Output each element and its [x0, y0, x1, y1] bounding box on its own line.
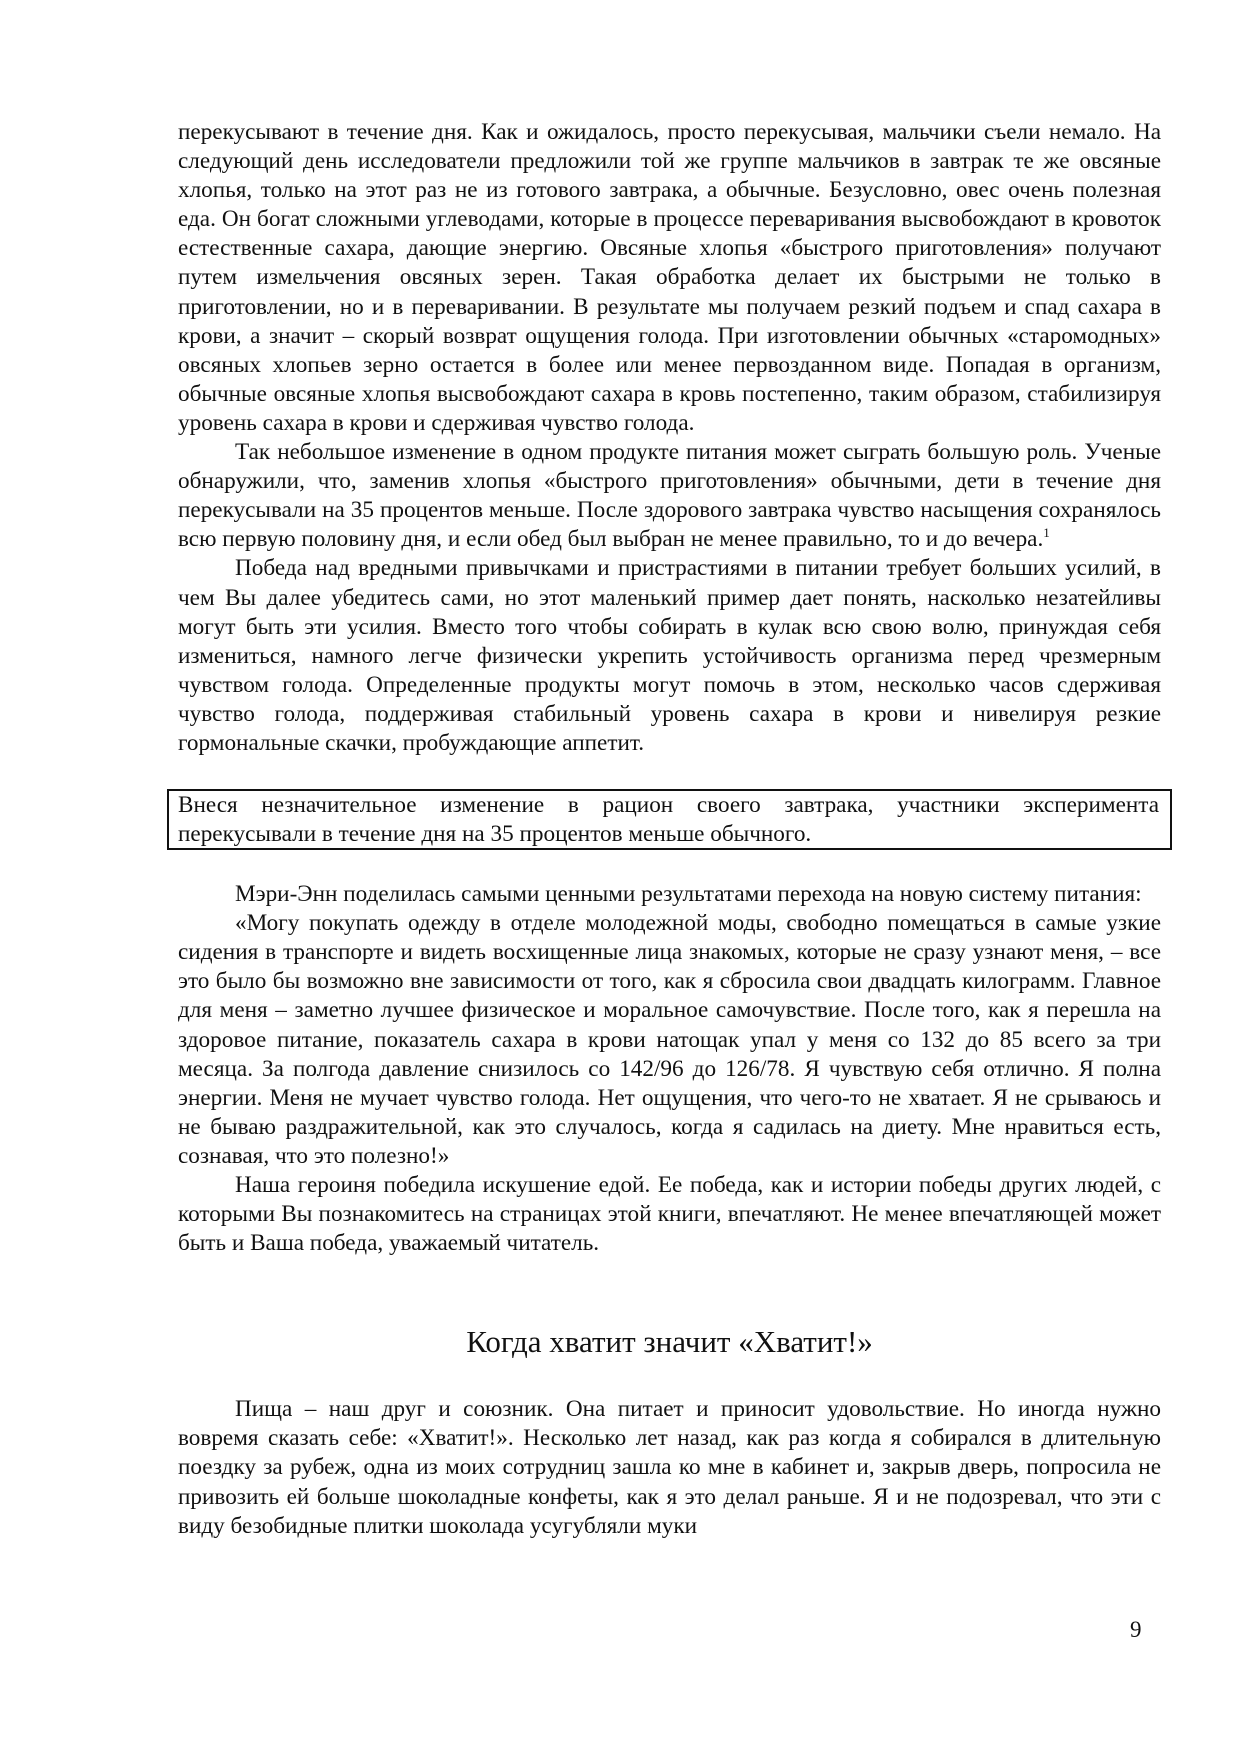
footnote-marker: 1	[1043, 525, 1050, 541]
page-body	[178, 118, 1161, 1541]
paragraph-small-change	[178, 438, 1161, 554]
paragraph-mary-ann-quote: «Могу покупать одежду в отделе молодежной моды, свободно помещаться в самые узкие сидения в транспорте и видеть восхищенные лица знакомых, которые не сразу узнают меня, – все это было бы возможно вне зависимости от того, как я сбросила свои двадцать килограмм. Главное для меня – заметно лучшее физическое и моральное самочувствие. После того, как я перешла на здоровое питание, показатель сахара в крови натощак упал у меня со 132 до 85 всего за три месяца. За полгода давление снизилось со 142/96 до 126/78. Я чувствую себя отлично. Я полна энергии. Меня не мучает чувство голода. Нет ощущения, что чего-то не хватает. Я не срываюсь и не бываю раздражительной, как это случалось, когда я садилась на диету. Мне нравиться есть, сознавая, что это полезно!»	[178, 910, 1161, 1169]
callout-text: Внеся незначительное изменение в рацион своего завтрака, участники эксперимента перекусывали в течение дня на 35 процентов меньше обычного.	[178, 792, 1159, 847]
page-number: 9	[1130, 1617, 1142, 1642]
paragraph-small-change-text: Так небольшое изменение в одном продукте питания может сыграть большую роль. Ученые обнаружили, что, заменив хлопья «быстрого приготовления» обычными, дети в течение дня перекусывали на 35 процентов меньше. После здорового завтрака чувство насыщения сохранялось всю первую половину дня, и если обед был выбран не менее правильно, то и до вечера.	[178, 439, 1161, 553]
paragraph-mary-ann-intro: Мэри-Энн поделилась самыми ценными результатами перехода на новую систему питания:	[235, 881, 1142, 908]
paragraph-heroine-victory: Наша героиня победила искушение едой. Ее победа, как и истории победы других людей, с которыми Вы познакомитесь на страницах этой книги, впечатляют. Не менее впечатляющей может быть и Ваша победа, уважаемый читатель.	[178, 1172, 1161, 1257]
paragraph-victory-over-habits: Победа над вредными привычками и пристрастиями в питании требует больших усилий, в чем Вы далее убедитесь сами, но этот маленький пример дает понять, насколько незатейливы могут быть эти усилия. Вместо того чтобы собирать в кулак всю свою волю, принуждая себя измениться, намного легче физически укрепить устойчивость организма перед чрезмерным чувством голода. Определенные продукты могут помочь в этом, несколько часов сдерживая чувство голода, поддерживая стабильный уровень сахара в крови и нивелируя резкие гормональные скачки, пробуждающие аппетит.	[178, 555, 1161, 756]
callout-box	[167, 789, 1172, 850]
section-heading: Когда хватит значит «Хватит!»	[466, 1324, 873, 1360]
paragraph-oatmeal-study: перекусывают в течение дня. Как и ожидалось, просто перекусывая, мальчики съели немало. На следующий день исследователи предложили той же группе мальчиков в завтрак те же овсяные хлопья, только на этот раз не из готового завтрака, а обычные. Безусловно, овес очень полезная еда. Он богат сложными углеводами, которые в процессе переваривания высвобождают в кровоток естественные сахара, дающие энергию. Овсяные хлопья «быстрого приготовления» получают путем измельчения овсяных зерен. Такая обработка делает их быстрыми не только в приготовлении, но и в переваривании. В результате мы получаем резкий подъем и спад сахара в крови, а значит – скорый возврат ощущения голода. При изготовлении обычных «старомодных» овсяных хлопьев зерно остается в более или менее первозданном виде. Попадая в организм, обычные овсяные хлопья высвобождают сахара в кровь постепенно, таким образом, стабилизируя уровень сахара в крови и сдерживая чувство голода.	[178, 119, 1161, 436]
paragraph-food-friend: Пища – наш друг и союзник. Она питает и приносит удовольствие. Но иногда нужно вовремя сказать себе: «Хватит!». Несколько лет назад, как раз когда я собирался в длительную поездку за рубеж, одна из моих сотрудниц зашла ко мне в кабинет и, закрыв дверь, попросила не привозить ей больше шоколадные конфеты, как я это делал раньше. Я и не подозревал, что эти с виду безобидные плитки шоколада усугубляли муки	[178, 1396, 1161, 1539]
